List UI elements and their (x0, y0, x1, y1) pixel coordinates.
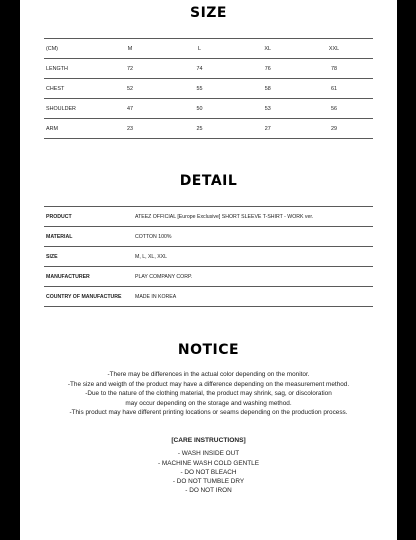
care-item: - WASH INSIDE OUT (177, 450, 240, 458)
table-cell: 78 (295, 59, 373, 79)
size-col-l: L (159, 39, 241, 59)
detail-value-country: MADE IN KOREA (135, 287, 373, 307)
size-col-xl: XL (240, 39, 295, 59)
detail-label-product: PRODUCT (44, 207, 135, 227)
table-row (44, 287, 373, 307)
table-row (44, 119, 373, 139)
table-cell: 61 (295, 79, 373, 99)
product-info-page (20, 0, 397, 540)
table-row (44, 99, 373, 119)
table-cell: 25 (159, 119, 241, 139)
detail-heading: DETAIL (179, 173, 238, 189)
row-label: SHOULDER (44, 99, 101, 119)
table-cell: 29 (295, 119, 373, 139)
size-col-xxl: XXL (295, 39, 373, 59)
size-heading: SIZE (189, 5, 227, 21)
detail-value-manufacturer: PLAY COMPANY CORP. (135, 267, 373, 287)
detail-label-size: SIZE (44, 247, 135, 267)
table-cell: 72 (101, 59, 158, 79)
notice-line: -This product may have different printing locations or seams depending on the production process. (69, 409, 348, 416)
detail-value-product: ATEEZ OFFICIAL [Europe Exclusive] SHORT SLEEVE T-SHIRT - WORK ver. (135, 207, 373, 227)
care-item: - DO NOT BLEACH (180, 468, 237, 476)
detail-value-size: M, L, XL, XXL (135, 247, 373, 267)
table-row (44, 267, 373, 287)
table-cell: 56 (295, 99, 373, 119)
notice-line: may occur depending on the storage and washing method. (125, 399, 292, 407)
size-col-m: M (101, 39, 158, 59)
care-instructions (20, 436, 397, 496)
notice-text (20, 370, 397, 418)
row-label: ARM (44, 119, 101, 139)
table-cell: 23 (101, 119, 158, 139)
care-item: - MACHINE WASH COLD GENTLE (158, 459, 259, 467)
notice-line: -The size and weigth of the product may have a difference depending on the measurement method. (67, 380, 350, 388)
table-cell: 53 (240, 99, 295, 119)
care-item: - DO NOT IRON (185, 487, 232, 495)
table-cell: 47 (101, 99, 158, 119)
unit-label: (CM) (44, 39, 101, 59)
table-cell: 58 (240, 79, 295, 99)
notice-line: -Due to the nature of the clothing material, the product may shrink, sag, or discoloration (85, 390, 332, 397)
detail-value-material: COTTON 100% (135, 227, 373, 247)
notice-heading: NOTICE (177, 342, 240, 358)
table-cell: 52 (101, 79, 158, 99)
size-header-row (44, 39, 373, 59)
detail-label-manufacturer: MANUFACTURER (44, 267, 135, 287)
size-table (44, 38, 373, 139)
table-row (44, 247, 373, 267)
table-row (44, 207, 373, 227)
table-row (44, 227, 373, 247)
row-label: CHEST (44, 79, 101, 99)
table-cell: 76 (240, 59, 295, 79)
table-row (44, 79, 373, 99)
detail-table (44, 206, 373, 307)
notice-line: -There may be differences in the actual color depending on the monitor. (107, 371, 310, 378)
table-row (44, 59, 373, 79)
detail-label-country: COUNTRY OF MANUFACTURE (44, 287, 135, 307)
table-cell: 55 (159, 79, 241, 99)
care-title: [CARE INSTRUCTIONS] (171, 437, 246, 444)
table-cell: 27 (240, 119, 295, 139)
care-item: - DO NOT TUMBLE DRY (172, 478, 245, 486)
table-cell: 50 (159, 99, 241, 119)
table-cell: 74 (159, 59, 241, 79)
row-label: LENGTH (44, 59, 101, 79)
detail-label-material: MATERIAL (44, 227, 135, 247)
